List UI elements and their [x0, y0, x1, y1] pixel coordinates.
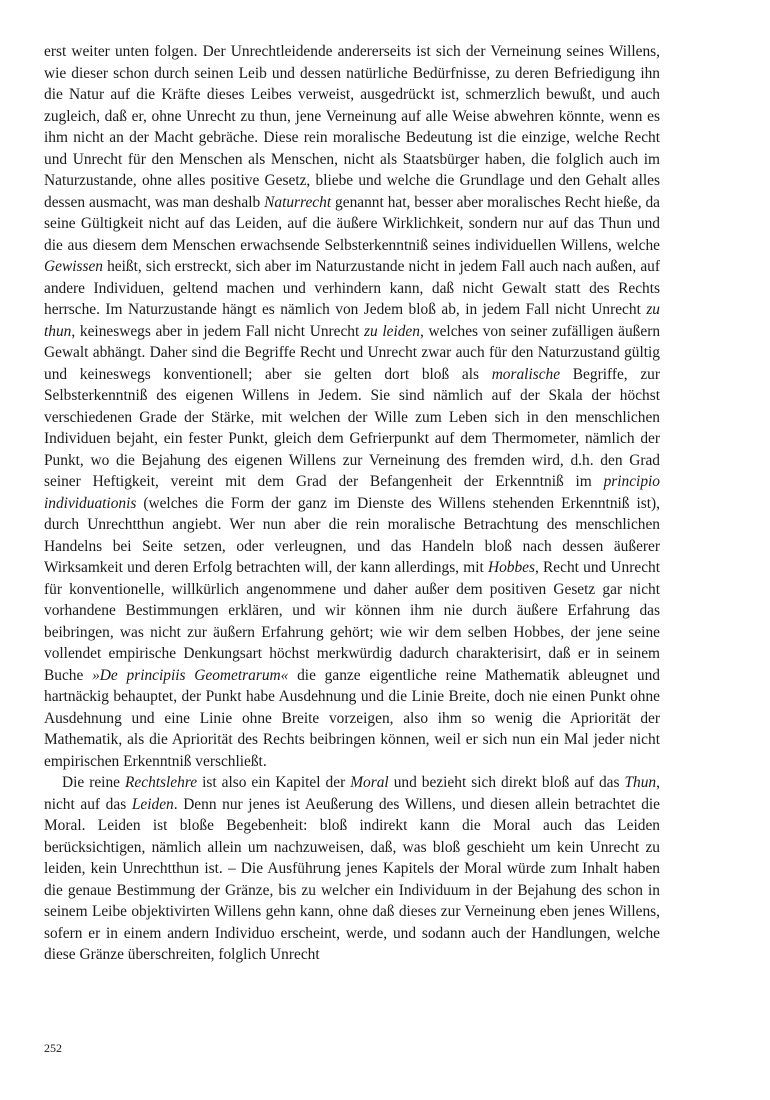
italic-run: moralische [491, 365, 561, 383]
text-run: , nicht auf das [44, 774, 660, 813]
text-run: und bezieht sich direkt bloß auf das [388, 774, 625, 791]
text-run: ist also ein Kapitel der [197, 774, 351, 791]
page-number: 252 [44, 1041, 62, 1055]
italic-run: Naturrecht [264, 193, 332, 211]
italic-run: Leiden [131, 795, 174, 813]
paragraph-2 [44, 772, 660, 966]
paragraph-1 [44, 41, 660, 772]
page-body [44, 41, 660, 966]
text-run: heißt, sich erstreckt, sich aber im Naturzustande nicht in jedem Fall auch nach außen, auf andere Individuen, geltend machen und verhindern kann, daß nicht Gewalt statt des Rechts herrsche. Im Naturzustande hängt es nämlich von Jedem bloß ab, in jedem Fall nicht Unrecht [44, 258, 660, 318]
italic-run: Moral [350, 774, 389, 791]
text-run: (welches die Form der ganz im Dienste des Willens stehenden Erkenntniß ist), durch Unrechtthun angiebt. Wer nun aber die rein moralische Betrachtung des menschlichen Handelns bei Seite setzen, oder verleugnen, und das Handeln bloß nach dessen äußerer Wirksamkeit und deren Erfolg betrachten will, der kann allerdings, mit [44, 494, 660, 576]
text-run: genannt hat, besser aber moralisches Recht hieße, da seine Gültigkeit nicht auf das Leiden, auf die äußere Wirklichkeit, sondern nur auf das Thun und die aus diesem dem Menschen erwachsende Selbsterkenntniß seines individuellen Willens, welche [44, 193, 661, 254]
italic-run: zu leiden [363, 322, 420, 340]
italic-run: »De principiis Geometrarum« [92, 666, 289, 684]
italic-run: principio individuationis [44, 473, 660, 512]
text-run: , Recht und Unrecht für konventionelle, willkürlich angenommene und daher außer dem positiven Gesetz gar nicht vorhandene Bestimmungen erklären, und wir können ihm nie durch äußere Erfahrung das beibringen, was nicht zur äußern Erfahrung gehört; wie wir dem selben Hobbes, der jene seine vollendet empirische Denkungsart höchst merkwürdig dadurch charakterisirt, daß er in seinem Buche [44, 559, 660, 684]
text-run: , welches von seiner zufälligen äußern Gewalt abhängt. Daher sind die Begriffe Recht und Unrecht zwar auch für den Naturzustand gültig und keineswegs konventionell; aber sie gelten dort bloß als [44, 322, 661, 383]
text-run: erst weiter unten folgen. Der Unrechtleidende andererseits ist sich der Verneinung seines Willens, wie dieser schon durch seinen Leib und dessen natürliche Bedürfnisse, zu deren Befriedigung ihn die Natur auf die Kräfte dieses Leibes verweist, ausgedrückt ist, schmerzlich bewußt, und auch zugleich, daß er, ohne Unrecht zu thun, jene Verneinung auf alle Weise abwehren könnte, wenn es ihm nicht an der Macht gebräche. Diese rein moralische Bedeutung ist die einzige, welche Recht und Unrecht für den Menschen als Menschen, nicht als Staatsbürger haben, die folglich auch im Naturzustande, ohne alles positive Gesetz, bliebe und welche die Grundlage und den Gehalt alles dessen ausmacht, was man deshalb [44, 43, 660, 211]
text-run: die ganze eigentliche reine Mathematik ableugnet und hartnäckig behauptet, der Punkt habe Ausdehnung und die Linie Breite, doch nie einen Punkt ohne Ausdehnung und eine Linie ohne Breite vorzeigen, also ihm so wenig die Apriorität der Mathematik, als die Apriorität des Rechts beibringen können, weil er sich nun ein Mal jeder nicht empirischen Erkenntniß verschließt. [44, 666, 660, 770]
text-run: , keineswegs aber in jedem Fall nicht Unrecht [71, 322, 364, 340]
italic-run: Thun [624, 774, 657, 791]
italic-run: Gewissen [44, 258, 103, 275]
text-run: . Denn nur jenes ist Aeußerung des Willens, und diesen allein betrachtet die Moral. Leiden ist bloße Begebenheit: bloß indirekt kann die Moral auch das Leiden berücksichtigen, nämlich allein um nachzuweisen, daß, was bloß geschieht um kein Unrecht zu leiden, kein Unrechtthun ist. – Die Ausführung jenes Kapitels der Moral würde zum Inhalt haben die genaue Bestimmung der Gränze, bis zu welcher ein Individuum in der Bejahung des schon in seinem Leibe objektivirten Willens gehn kann, ohne daß dieses zur Verneinung eben jenes Willens, sofern er in einem andern Individuo erscheint, werde, und sodann auch der Handlungen, welche diese Gränze überschreiten, folglich Unrecht [44, 795, 661, 963]
text-run: Begriffe, zur Selbsterkenntniß des eigenen Willens in Jedem. Sie sind nämlich auf der Skala der höchst verschiedenen Grade der Stärke, mit welchen der Wille zum Leben sich in den menschlichen Individuen bejaht, ein fester Punkt, gleich dem Gefrierpunkt auf dem Thermometer, nämlich der Punkt, wo die Bejahung des eigenen Willens zur Verneinung des fremden wird, d.h. den Grad seiner Heftigkeit, vereint mit dem Grad der Befangenheit der Erkenntniß im [44, 365, 660, 490]
italic-run: zu thun [44, 301, 660, 340]
text-run: Die reine [62, 774, 125, 791]
italic-run: Hobbes [487, 559, 535, 576]
italic-run: Rechtslehre [125, 774, 198, 791]
